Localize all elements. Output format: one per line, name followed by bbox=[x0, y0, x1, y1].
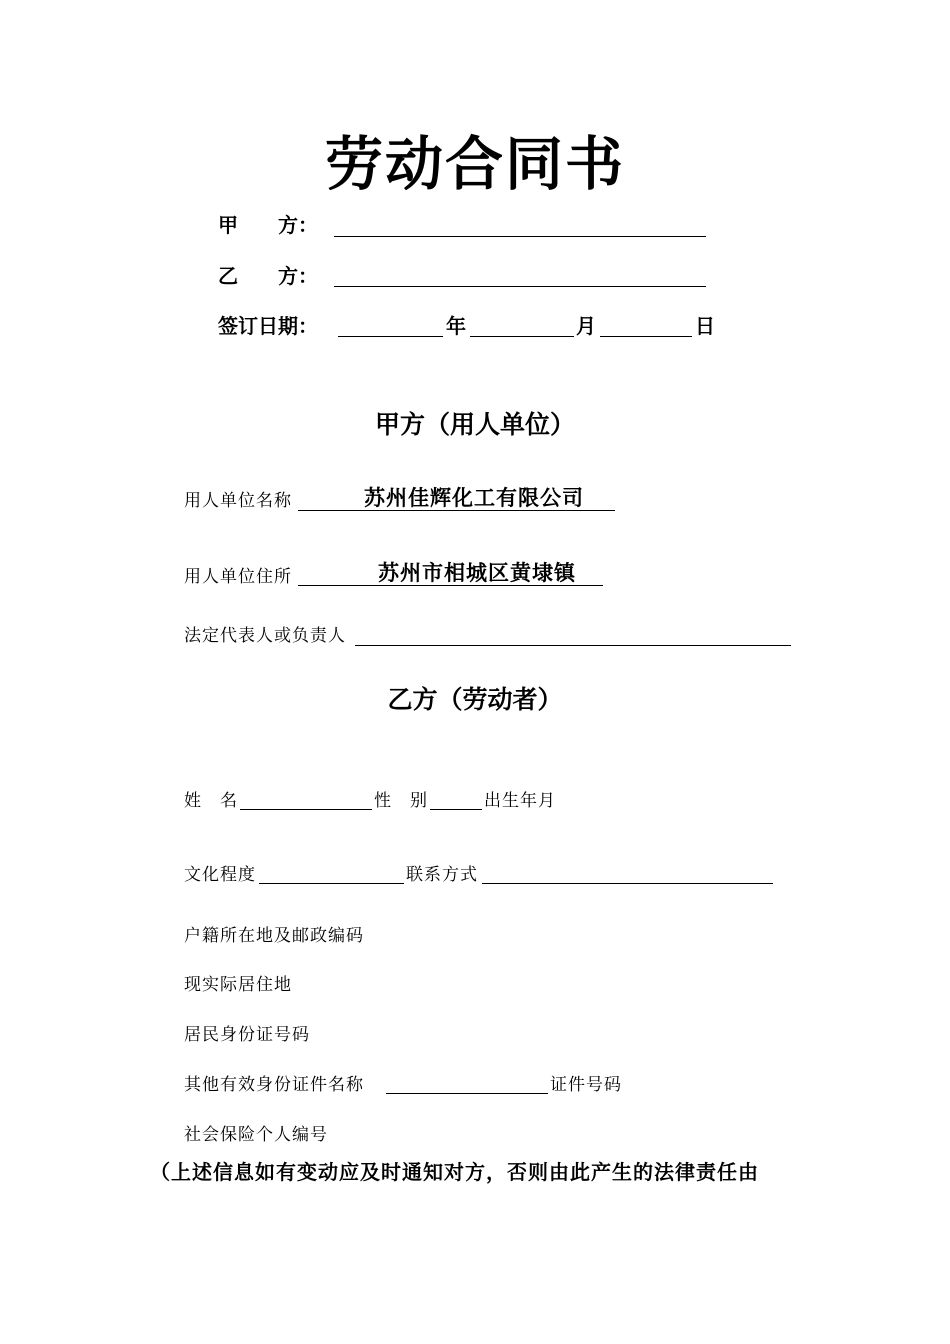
id-number-label: 居民身份证号码 bbox=[184, 1025, 310, 1045]
employer-name-value: 苏州佳辉化工有限公司 bbox=[364, 485, 584, 510]
contact-line bbox=[482, 883, 773, 884]
party-a-line bbox=[334, 236, 706, 237]
hukou-label: 户籍所在地及邮政编码 bbox=[184, 926, 364, 946]
employer-address-label: 用人单位住所 bbox=[184, 567, 292, 587]
sign-day-label: 日 bbox=[695, 314, 715, 338]
education-line bbox=[259, 883, 404, 884]
change-notice: （上述信息如有变动应及时通知对方，否则由此产生的法律责任由 bbox=[150, 1160, 759, 1184]
sign-year-label: 年 bbox=[446, 314, 466, 338]
sign-month-label: 月 bbox=[576, 314, 596, 338]
sign-year-line bbox=[338, 336, 443, 337]
contact-label: 联系方式 bbox=[406, 865, 478, 885]
employer-heading: 甲方（用人单位） bbox=[374, 410, 575, 439]
legal-rep-line bbox=[355, 645, 791, 646]
document-title: 劳动合同书 bbox=[324, 130, 625, 198]
legal-rep-label: 法定代表人或负责人 bbox=[184, 626, 346, 646]
residence-label: 现实际居住地 bbox=[184, 975, 292, 995]
party-b-line bbox=[334, 286, 706, 287]
birth-label: 出生年月 bbox=[484, 791, 556, 811]
sign-day-line bbox=[600, 336, 692, 337]
sign-date-label: 签订日期： bbox=[218, 314, 318, 338]
party-a-label: 甲 方： bbox=[218, 213, 318, 237]
worker-name-line bbox=[240, 809, 372, 810]
employer-address-value: 苏州市相城区黄埭镇 bbox=[378, 560, 576, 585]
gender-label: 性 别 bbox=[374, 791, 428, 811]
sign-month-line bbox=[470, 336, 574, 337]
gender-line bbox=[430, 809, 482, 810]
other-id-name-line bbox=[386, 1093, 548, 1094]
party-b-label: 乙 方： bbox=[218, 264, 318, 288]
education-label: 文化程度 bbox=[184, 865, 256, 885]
worker-heading: 乙方（劳动者） bbox=[387, 685, 563, 714]
employer-name-label: 用人单位名称 bbox=[184, 491, 292, 511]
cert-number-label: 证件号码 bbox=[550, 1075, 622, 1095]
worker-name-label: 姓 名 bbox=[184, 791, 238, 811]
other-id-name-label: 其他有效身份证件名称 bbox=[184, 1075, 364, 1095]
social-insurance-label: 社会保险个人编号 bbox=[184, 1125, 328, 1145]
